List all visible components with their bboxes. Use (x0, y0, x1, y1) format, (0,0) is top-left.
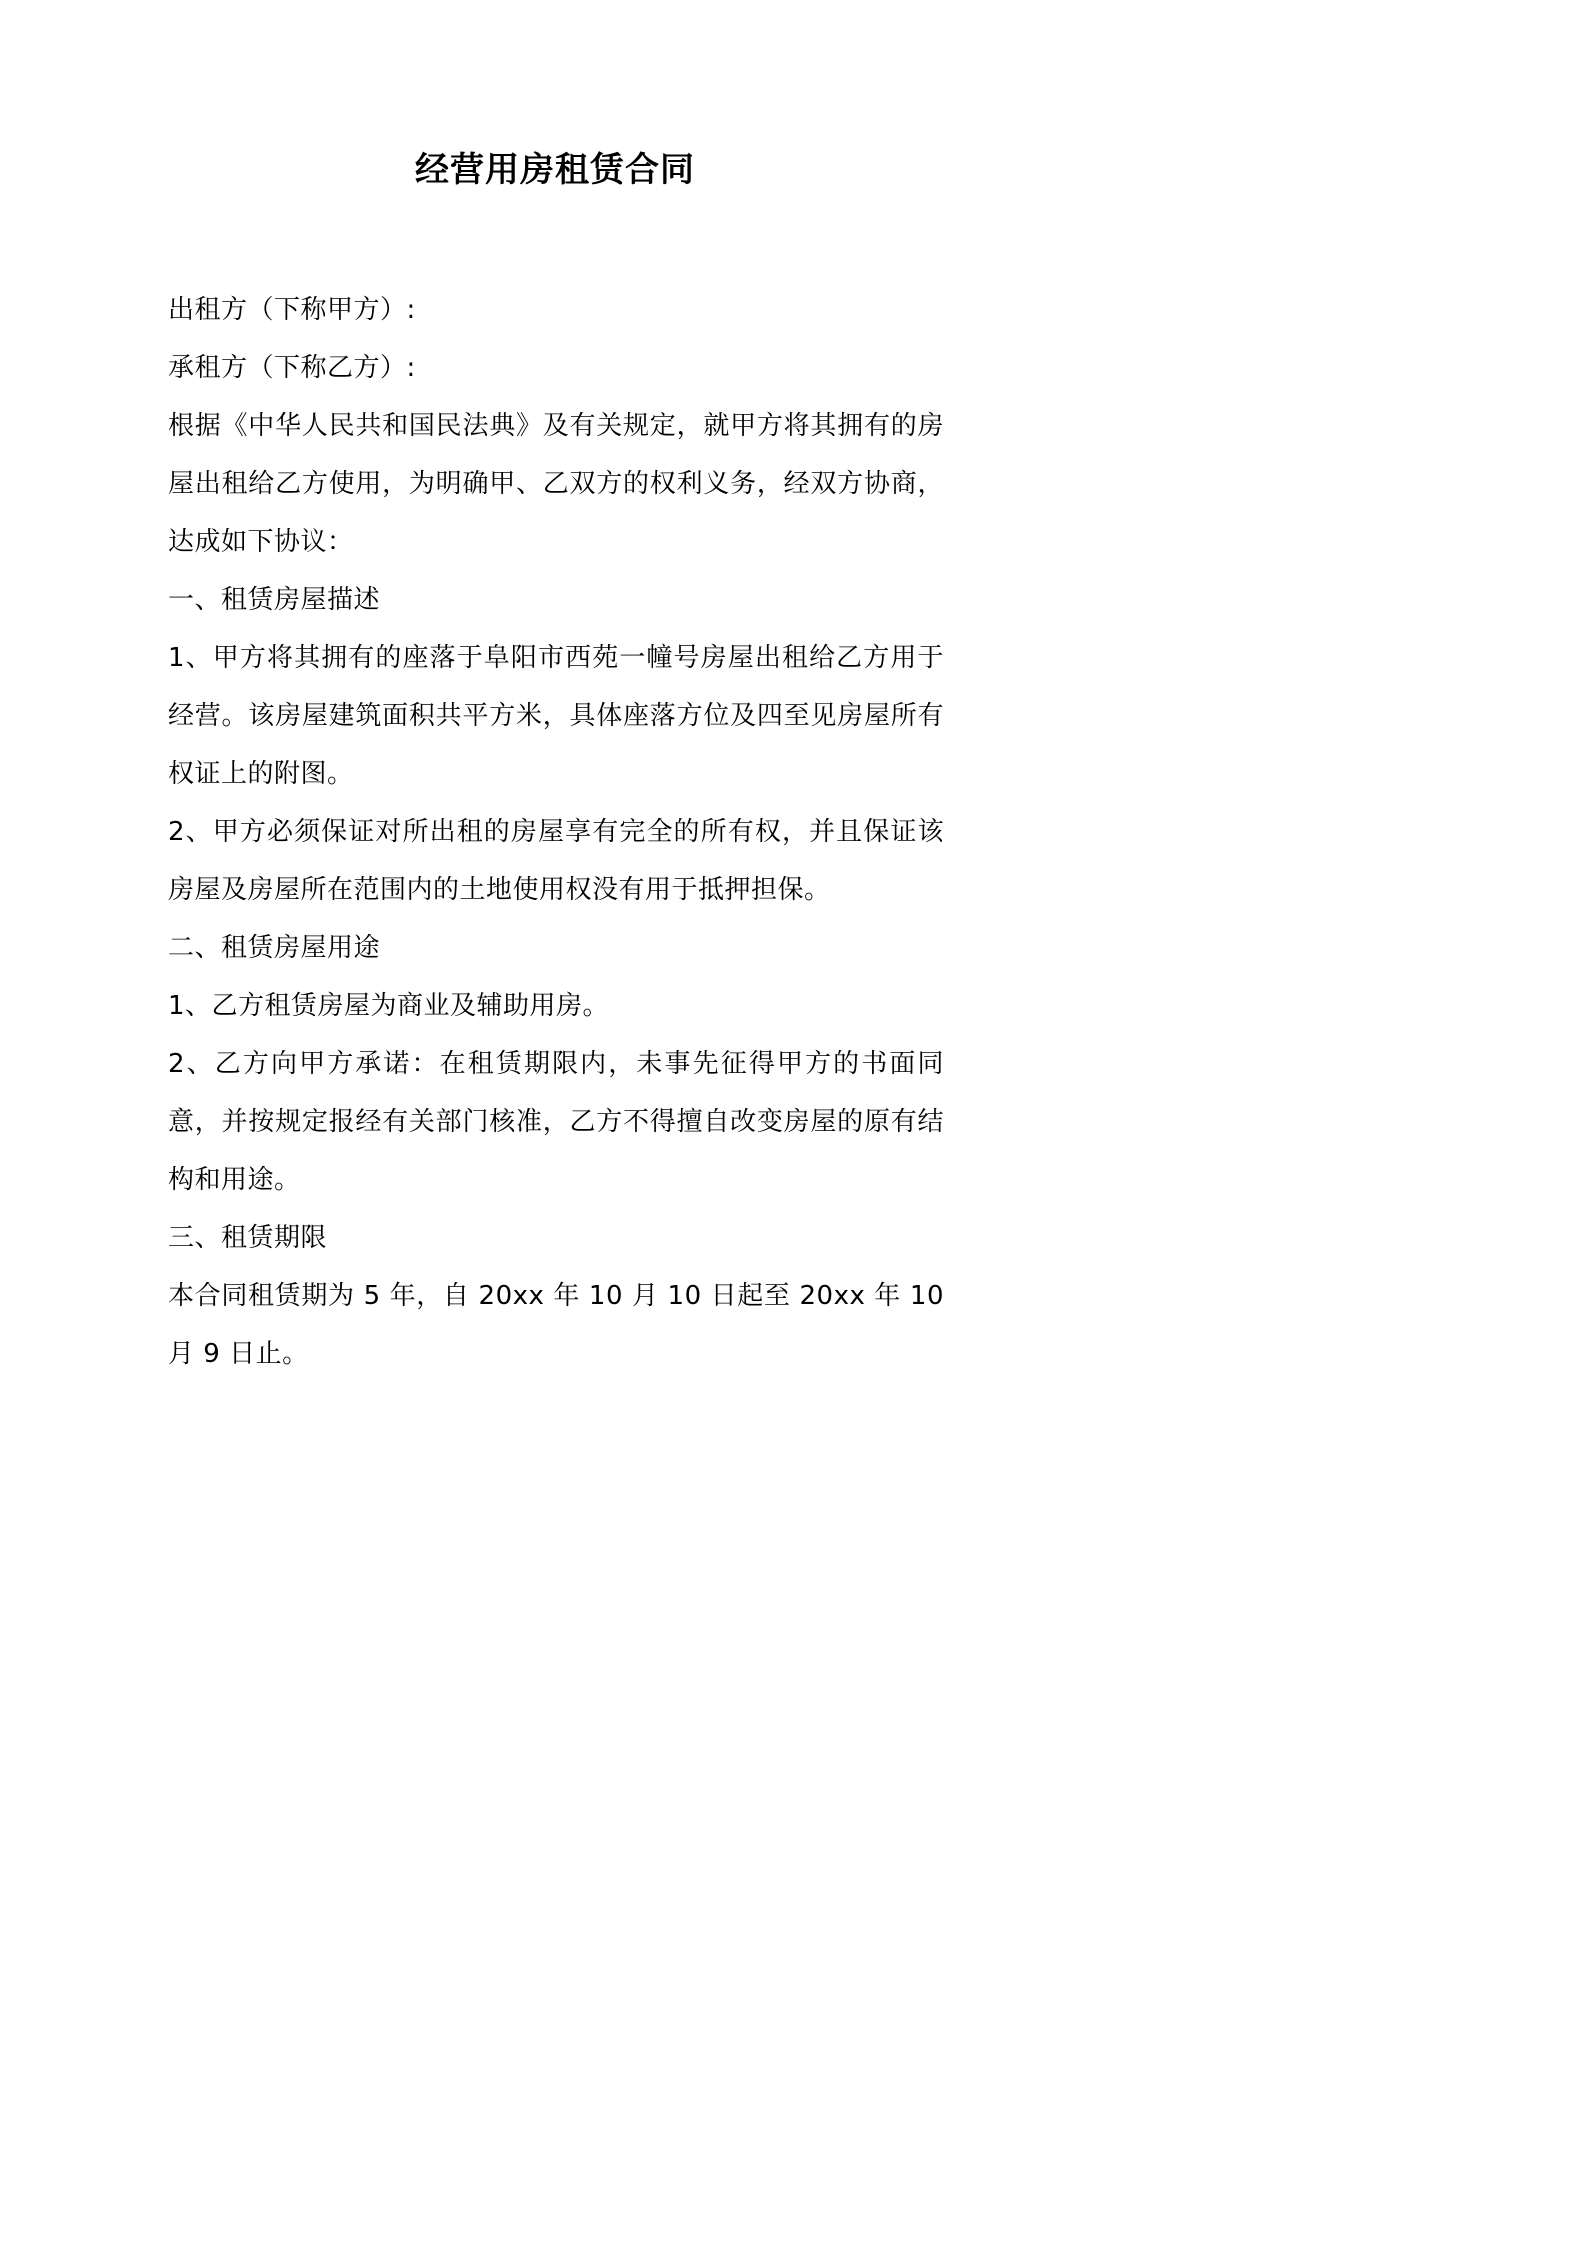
clause-2-1: 1、乙方租赁房屋为商业及辅助用房。 (168, 991, 610, 1021)
clause-3-1: 本合同租赁期为 5 年，自 20xx 年 10 月 10 日起至 20xx 年 10 月 9 日止。 (168, 1281, 944, 1369)
clause-1-1: 1、甲方将其拥有的座落于阜阳市西苑一幢号房屋出租给乙方用于经营。该房屋建筑面积共平方米，具体座落方位及四至见房屋所有权证上的附图。 (168, 643, 944, 789)
document-page (0, 0, 1100, 1556)
clause-2-2: 2、乙方向甲方承诺：在租赁期限内，未事先征得甲方的书面同意，并按规定报经有关部门核准，乙方不得擅自改变房屋的原有结构和用途。 (168, 1049, 944, 1195)
lessor-line: 出租方（下称甲方）: (168, 295, 416, 325)
preamble-paragraph: 根据《中华人民共和国民法典》及有关规定，就甲方将其拥有的房屋出租给乙方使用，为明确甲、乙双方的权利义务，经双方协商，达成如下协议： (168, 411, 944, 557)
section-heading-1: 一、租赁房屋描述 (168, 585, 381, 615)
section-heading-3: 三、租赁期限 (168, 1223, 328, 1253)
lessee-line: 承租方（下称乙方）: (168, 353, 416, 383)
document-body (168, 281, 944, 1383)
section-heading-2: 二、租赁房屋用途 (168, 933, 381, 963)
document-title: 经营用房租赁合同 (415, 150, 695, 190)
clause-1-2: 2、甲方必须保证对所出租的房屋享有完全的所有权，并且保证该房屋及房屋所在范围内的土地使用权没有用于抵押担保。 (168, 817, 944, 905)
